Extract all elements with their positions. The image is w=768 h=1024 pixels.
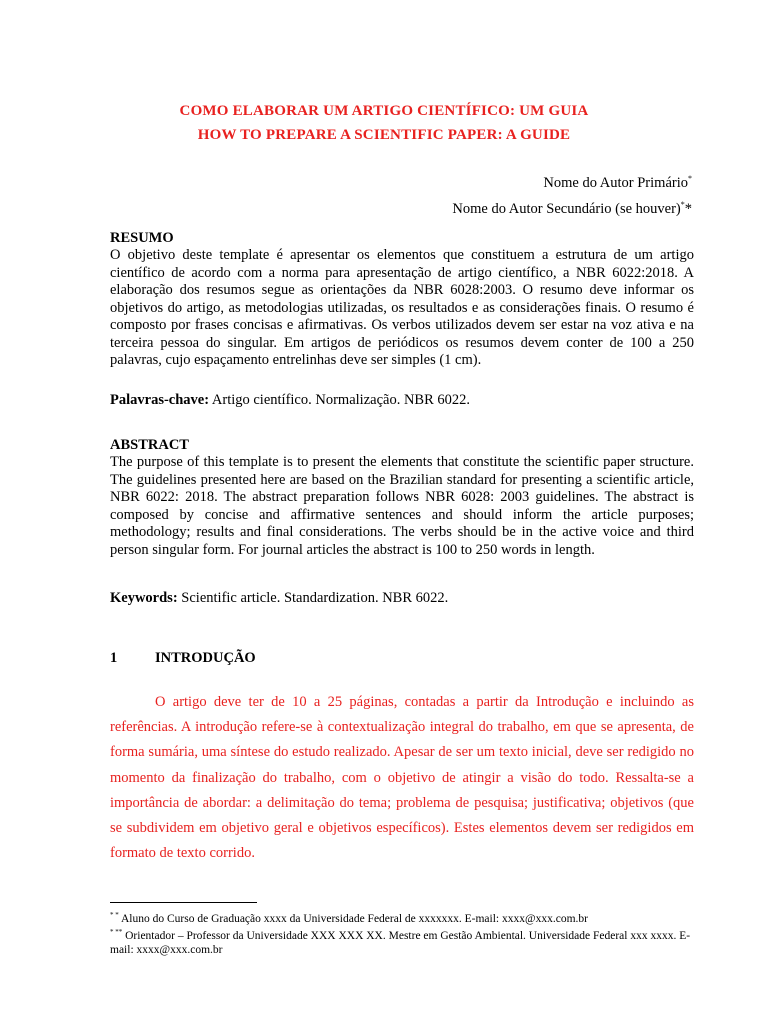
footnote-2 [110,925,694,957]
palavras-chave-label: Palavras-chave: [110,392,210,408]
section-title: INTRODUÇÃO [155,650,256,666]
footnote-1 [110,908,694,926]
keywords-label: Keywords: [110,590,178,606]
keywords-value: Scientific article. Standardization. NBR 6022. [181,590,449,606]
footnote-2-text: Orientador – Professor da Universidade XXX XXX XX. Mestre em Gestão Ambiental. Universidade Federal xxx xxxx. E-mail: xxxx@xxx.com.br [110,929,691,956]
resumo-heading: RESUMO [110,230,174,246]
title-english: HOW TO PREPARE A SCIENTIFIC PAPER: A GUIDE [197,127,571,143]
palavras-chave [110,392,694,410]
section-number: 1 [110,650,118,666]
secondary-author-suffix: * [684,200,692,217]
keywords [110,590,694,608]
footnote-1-text: Aluno do Curso de Graduação xxxx da Universidade Federal de xxxxxxx. E-mail: xxxx@xxx.com.br [121,912,588,925]
primary-author-mark: * [688,174,692,183]
secondary-author-mark: * [680,199,685,209]
footnote-separator [110,902,257,903]
secondary-author [452,194,692,220]
authors-block [452,168,692,220]
footnote-1-mark: * * [110,911,119,919]
primary-author-name: Nome do Autor Primário [543,174,688,191]
resumo-text: O objetivo deste template é apresentar os elementos que constituem a estrutura de um artigo científico de acordo com a norma para apresentação de artigo científico, a NBR 6022:2018. A elaboração dos resumos segue as orientações da NBR 6028:2003. O resumo deve informar os objetivos do artigo, as metodologias utilizadas, os resultados e as considerações finais. O resumo é composto por frases concisas e afirmativas. Os verbos utilizados devem ser estar na voz ativa e na terceira pessoa do singular. Em artigos de periódicos os resumos devem conter de 100 a 250 palavras, cujo espaçamento entrelinhas deve ser simples (1 cm). [110,247,694,368]
footnote-2-mark: * ** [110,928,123,936]
secondary-author-name: Nome do Autor Secundário (se houver) [452,200,681,217]
title-portuguese: COMO ELABORAR UM ARTIGO CIENTÍFICO: UM GUIA [179,103,589,119]
palavras-chave-value: Artigo científico. Normalização. NBR 6022. [211,392,471,408]
introduction-paragraph: O artigo deve ter de 10 a 25 páginas, contadas a partir da Introdução e incluindo as referências. A introdução refere-se à contextualização integral do trabalho, em que se apresenta, de forma sumária, uma síntese do estudo realizado. Apesar de ser um texto inicial, deve ser redigido no momento da finalização do trabalho, com o objetivo de atingir a visão do todo. Ressalta-se a importância de abordar: a delimitação do tema; problema de pesquisa; justificativa; objetivos (que se subdividem em objetivo geral e objetivos específicos). Estes elementos devem ser redigidos em formato de texto corrido. [110,694,694,862]
abstract-text: The purpose of this template is to present the elements that constitute the scientific paper structure. The guidelines presented here are based on the Brazilian standard for presenting a scientific article, NBR 6022: 2018. The abstract preparation follows NBR 6028: 2003 guidelines. The abstract is composed by concise and affirmative sentences and should inform the article purposes; methodology; results and final considerations. The verbs should be in the active voice and third person singular form. For journal articles the abstract is 100 to 250 words in length. [110,454,694,558]
primary-author [452,168,692,194]
abstract-heading: ABSTRACT [110,437,189,453]
section-heading [110,650,256,667]
